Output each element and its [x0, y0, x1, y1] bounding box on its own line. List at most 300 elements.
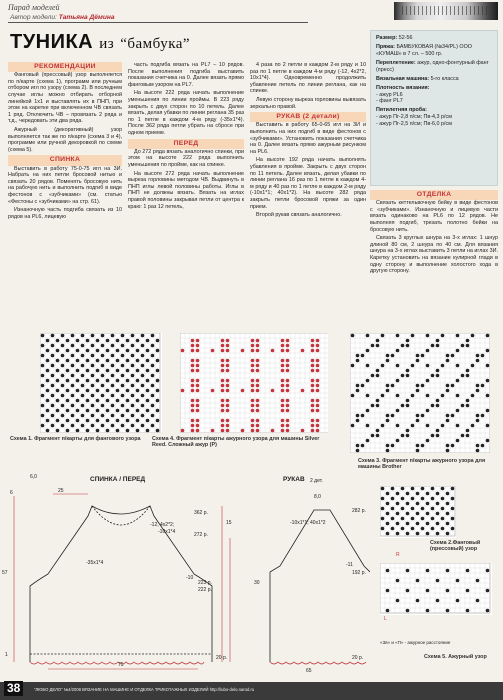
pered-heading: ПЕРЕД — [128, 139, 244, 149]
punch-hole — [256, 399, 260, 403]
punch-hole — [196, 339, 200, 343]
punch-hole — [156, 359, 160, 363]
punch-hole — [386, 384, 390, 388]
punch-hole — [211, 429, 215, 433]
punch-hole — [386, 449, 390, 453]
punch-hole — [86, 359, 90, 363]
punch-hole — [286, 379, 290, 383]
punch-hole — [196, 419, 200, 423]
punch-hole — [421, 527, 425, 531]
spec-yarn-value: БАМБУКОВАЯ (№34/PL) ООО «КУМАШ» в 7 сл. – 500 гр. — [376, 44, 472, 57]
punch-hole — [426, 364, 430, 368]
punch-hole — [426, 522, 430, 526]
punch-hole — [121, 364, 125, 368]
punch-hole — [421, 487, 425, 491]
punch-hole — [316, 389, 320, 393]
punch-hole — [366, 334, 370, 338]
punch-hole — [366, 364, 370, 368]
punch-hole — [61, 384, 65, 388]
punch-hole — [441, 334, 445, 338]
punch-hole — [86, 369, 90, 373]
scheme4-chart — [180, 333, 328, 433]
punch-hole — [71, 374, 75, 378]
punch-hole — [146, 339, 150, 343]
punch-hole — [151, 394, 155, 398]
punch-hole — [41, 424, 45, 428]
punch-hole — [391, 444, 395, 448]
punch-hole — [381, 334, 385, 338]
punch-hole — [241, 349, 245, 353]
label-1: 1 — [5, 652, 8, 658]
punch-hole — [406, 512, 410, 516]
punch-hole — [126, 389, 130, 393]
punch-hole — [46, 419, 50, 423]
punch-hole — [191, 364, 195, 368]
punch-hole — [81, 334, 85, 338]
punch-hole — [256, 409, 260, 413]
punch-hole — [106, 399, 110, 403]
punch-hole — [126, 359, 130, 363]
punch-hole — [416, 359, 420, 363]
punch-hole — [431, 517, 435, 521]
punch-hole — [91, 334, 95, 338]
punch-hole — [146, 349, 150, 353]
punch-hole — [446, 512, 450, 516]
punch-hole — [156, 349, 160, 353]
punch-hole — [426, 502, 430, 506]
punch-hole — [251, 364, 255, 368]
punch-hole — [446, 384, 450, 388]
punch-hole — [81, 354, 85, 358]
legend-note: «Зв» и «П» - ажурное расстояние — [380, 640, 451, 645]
spec-sample — [376, 107, 492, 127]
punch-hole — [271, 429, 275, 433]
punch-hole — [446, 359, 450, 363]
punch-hole — [386, 569, 390, 573]
punch-hole — [46, 379, 50, 383]
punch-hole — [251, 339, 255, 343]
punch-hole — [221, 404, 225, 408]
scheme2-r-label: R — [396, 552, 400, 558]
punch-hole — [191, 349, 195, 353]
punch-hole — [96, 419, 100, 423]
punch-hole — [421, 414, 425, 418]
punch-hole — [106, 349, 110, 353]
punch-hole — [446, 569, 450, 573]
label-222: 222 р. — [198, 587, 212, 593]
punch-hole — [226, 359, 230, 363]
punch-hole — [156, 339, 160, 343]
punch-hole — [396, 424, 400, 428]
punch-hole — [271, 349, 275, 353]
punch-hole — [386, 502, 390, 506]
punch-hole — [476, 359, 480, 363]
punch-hole — [61, 394, 65, 398]
punch-hole — [316, 409, 320, 413]
punch-hole — [56, 379, 60, 383]
punch-hole — [386, 419, 390, 423]
punch-hole — [146, 429, 150, 433]
punch-hole — [286, 349, 290, 353]
otdelka-heading: ОТДЕЛКА — [370, 190, 498, 200]
punch-hole — [416, 599, 420, 603]
punch-hole — [66, 369, 70, 373]
punch-hole — [426, 569, 430, 573]
punch-hole — [406, 369, 410, 373]
punch-hole — [476, 449, 480, 453]
punch-hole — [416, 444, 420, 448]
punch-hole — [426, 512, 430, 516]
punch-hole — [396, 502, 400, 506]
punch-hole — [191, 339, 195, 343]
punch-hole — [356, 359, 360, 363]
punch-hole — [436, 532, 440, 536]
punch-hole — [456, 334, 460, 338]
punch-hole — [111, 394, 115, 398]
punch-hole — [451, 497, 455, 501]
spec-sample-1: - ажур Пг-2,8 п/см; Пв-4,3 р/см — [376, 113, 452, 120]
punch-hole — [91, 354, 95, 358]
punch-hole — [316, 359, 320, 363]
punch-hole — [416, 414, 420, 418]
spec-machine-label: Вязальная машина: — [376, 75, 430, 82]
punch-hole — [121, 414, 125, 418]
punch-hole — [156, 419, 160, 423]
punch-hole — [281, 404, 285, 408]
punch-hole — [131, 414, 135, 418]
punch-hole — [281, 409, 285, 413]
punch-hole — [421, 354, 425, 358]
punch-hole — [431, 507, 435, 511]
punch-hole — [381, 527, 385, 531]
punch-hole — [141, 344, 145, 348]
punch-hole — [466, 374, 470, 378]
punch-hole — [431, 527, 435, 531]
spec-machine-value: 5-го класса — [430, 75, 459, 82]
punch-hole — [456, 409, 460, 413]
punch-hole — [386, 609, 390, 613]
punch-hole — [411, 517, 415, 521]
author-label: Автор модели: — [10, 14, 57, 21]
punch-hole — [51, 354, 55, 358]
punch-hole — [316, 344, 320, 348]
punch-hole — [111, 344, 115, 348]
punch-hole — [481, 354, 485, 358]
punch-hole — [156, 429, 160, 433]
punch-hole — [146, 399, 150, 403]
punch-hole — [316, 419, 320, 423]
punch-hole — [381, 394, 385, 398]
punch-hole — [116, 359, 120, 363]
punch-hole — [86, 379, 90, 383]
punch-hole — [446, 522, 450, 526]
punch-hole — [146, 369, 150, 373]
punch-hole — [311, 399, 315, 403]
spinka-p1: Выставить в работу 75-0-75 игл на 3И. Набрать на них петли бросовой нитью и связать 20 рядов. Поменять бросовую нить на рабочую нить и выполнить подгиб в виде фестонов с «зубчиками» (см. статью «Фестоны с «зубчиками» на стр. 61). — [8, 165, 122, 205]
punch-hole — [301, 349, 305, 353]
punch-hole — [81, 424, 85, 428]
punch-hole — [141, 354, 145, 358]
punch-hole — [316, 349, 320, 353]
punch-hole — [416, 449, 420, 453]
punch-hole — [56, 399, 60, 403]
punch-hole — [51, 374, 55, 378]
spec-density-2: - фанг PL7 — [376, 98, 403, 105]
punch-hole — [131, 394, 135, 398]
punch-hole — [416, 532, 420, 536]
punch-hole — [446, 354, 450, 358]
punch-hole — [416, 354, 420, 358]
punch-hole — [416, 522, 420, 526]
punch-hole — [136, 429, 140, 433]
punch-hole — [456, 349, 460, 353]
punch-hole — [66, 349, 70, 353]
punch-hole — [66, 379, 70, 383]
punch-hole — [221, 389, 225, 393]
punch-hole — [191, 344, 195, 348]
punch-hole — [401, 497, 405, 501]
punch-hole — [76, 389, 80, 393]
punch-hole — [251, 359, 255, 363]
punch-hole — [226, 429, 230, 433]
punch-hole — [471, 394, 475, 398]
punch-hole — [226, 339, 230, 343]
punch-hole — [221, 399, 225, 403]
punch-hole — [141, 394, 145, 398]
punch-hole — [96, 339, 100, 343]
punch-hole — [131, 334, 135, 338]
punch-hole — [401, 507, 405, 511]
punch-hole — [471, 424, 475, 428]
punch-hole — [211, 349, 215, 353]
punch-hole — [286, 409, 290, 413]
punch-hole — [356, 419, 360, 423]
punch-hole — [106, 409, 110, 413]
punch-hole — [466, 569, 470, 573]
punch-hole — [401, 374, 405, 378]
punch-hole — [396, 334, 400, 338]
punch-hole — [356, 449, 360, 453]
punch-hole — [226, 419, 230, 423]
punch-hole — [391, 517, 395, 521]
punch-hole — [126, 349, 130, 353]
punch-hole — [61, 344, 65, 348]
punch-hole — [71, 414, 75, 418]
punch-hole — [131, 404, 135, 408]
label-362: 362 р. — [194, 510, 208, 516]
punch-hole — [251, 399, 255, 403]
punch-hole — [71, 334, 75, 338]
punch-hole — [426, 349, 430, 353]
punch-hole — [66, 409, 70, 413]
punch-hole — [226, 384, 230, 388]
punch-hole — [141, 384, 145, 388]
punch-hole — [111, 354, 115, 358]
punch-hole — [401, 434, 405, 438]
punch-hole — [146, 419, 150, 423]
punch-hole — [286, 404, 290, 408]
punch-hole — [96, 389, 100, 393]
body-outline — [30, 506, 212, 662]
punch-hole — [66, 419, 70, 423]
punch-hole — [316, 379, 320, 383]
punch-hole — [476, 444, 480, 448]
punch-hole — [401, 527, 405, 531]
spec-weave — [376, 60, 492, 73]
punch-hole — [471, 334, 475, 338]
punch-hole — [486, 609, 490, 613]
punch-hole — [441, 364, 445, 368]
punch-hole — [41, 394, 45, 398]
punch-hole — [46, 359, 50, 363]
punch-hole — [426, 334, 430, 338]
punch-hole — [191, 419, 195, 423]
author-name: Татьяна Дёмина — [58, 14, 115, 21]
punch-hole — [256, 339, 260, 343]
punch-hole — [366, 424, 370, 428]
punch-hole — [81, 394, 85, 398]
punch-hole — [196, 369, 200, 373]
punch-hole — [286, 429, 290, 433]
punch-hole — [226, 424, 230, 428]
punch-hole — [146, 359, 150, 363]
punch-hole — [146, 389, 150, 393]
punch-hole — [91, 404, 95, 408]
punch-hole — [486, 439, 490, 443]
punch-hole — [91, 394, 95, 398]
punch-hole — [371, 404, 375, 408]
punch-hole — [311, 419, 315, 423]
scheme3-caption: Схема 3. Фрагмент п/карты ажурного узора для машины Brother — [358, 458, 486, 471]
punch-hole — [426, 532, 430, 536]
punch-hole — [191, 389, 195, 393]
punch-hole — [406, 399, 410, 403]
punch-hole — [481, 414, 485, 418]
punch-hole — [66, 389, 70, 393]
punch-hole — [191, 369, 195, 373]
punch-hole — [191, 429, 195, 433]
punch-hole — [131, 424, 135, 428]
punch-hole — [251, 344, 255, 348]
punch-hole — [386, 532, 390, 536]
punch-hole — [456, 424, 460, 428]
punch-hole — [61, 424, 65, 428]
punch-hole — [426, 394, 430, 398]
punch-hole — [441, 507, 445, 511]
punch-hole — [286, 389, 290, 393]
punch-hole — [386, 359, 390, 363]
punch-hole — [406, 429, 410, 433]
punch-hole — [416, 389, 420, 393]
specs-panel — [370, 30, 498, 186]
punch-hole — [446, 502, 450, 506]
spec-density-label: Плотность вязания: — [376, 84, 430, 91]
punch-hole — [386, 389, 390, 393]
punch-hole — [46, 409, 50, 413]
punch-hole — [111, 364, 115, 368]
punch-hole — [451, 517, 455, 521]
punch-hole — [396, 512, 400, 516]
neckline-front — [92, 506, 150, 525]
punch-hole — [76, 419, 80, 423]
punch-hole — [281, 359, 285, 363]
sleeve-label-282: 282 р. — [352, 508, 366, 514]
punch-hole — [486, 409, 490, 413]
punch-hole — [426, 379, 430, 383]
punch-hole — [316, 424, 320, 428]
punch-hole — [101, 394, 105, 398]
punch-hole — [196, 389, 200, 393]
punch-hole — [406, 404, 410, 408]
punch-hole — [461, 434, 465, 438]
column-2 — [128, 62, 244, 212]
punch-hole — [366, 349, 370, 353]
section-heading: Парад моделей — [8, 3, 60, 12]
punch-hole — [191, 359, 195, 363]
punch-hole — [256, 389, 260, 393]
punch-hole — [451, 354, 455, 358]
punch-hole — [486, 424, 490, 428]
punch-hole — [456, 379, 460, 383]
punch-hole — [111, 414, 115, 418]
column-1 — [8, 62, 122, 222]
punch-hole — [366, 439, 370, 443]
punch-hole — [456, 439, 460, 443]
punch-hole — [416, 502, 420, 506]
punch-hole — [361, 414, 365, 418]
punch-hole — [416, 492, 420, 496]
punch-hole — [251, 369, 255, 373]
punch-hole — [431, 344, 435, 348]
punch-hole — [151, 364, 155, 368]
punch-hole — [371, 374, 375, 378]
punch-hole — [351, 334, 355, 338]
punch-hole — [311, 429, 315, 433]
punch-hole — [71, 404, 75, 408]
punch-hole — [446, 589, 450, 593]
punch-hole — [466, 609, 470, 613]
punch-hole — [406, 609, 410, 613]
punch-hole — [416, 512, 420, 516]
punch-hole — [121, 394, 125, 398]
punch-hole — [131, 374, 135, 378]
punch-hole — [226, 379, 230, 383]
punch-hole — [221, 344, 225, 348]
punch-hole — [101, 364, 105, 368]
punch-hole — [66, 359, 70, 363]
punch-hole — [56, 389, 60, 393]
spinka-heading: СПИНКА — [8, 155, 122, 165]
pered-p1: До 272 ряда вязать аналогично спинки, при этом на высоте 222 ряда выполнить уменьшения по пройме, как на спинке. — [128, 148, 244, 168]
punch-hole — [391, 354, 395, 358]
punch-hole — [71, 424, 75, 428]
punch-hole — [76, 349, 80, 353]
punch-hole — [71, 354, 75, 358]
scheme5-caption: Схема 5. Ажурный узор — [424, 654, 487, 660]
otdelka-p2: Связать 3 круглых шнура на 3-х иглах: 1 шнур длиной 80 см, 2 шнура по 40 см. Для вязания шнура на 3-х иглах выставить 3 петли на иглах 3И. Каретку установить на вязание кулирной глади в одну сторону и выполнение холостого хода в другую сторону. — [370, 235, 498, 275]
punch-hole — [256, 364, 260, 368]
punch-hole — [101, 404, 105, 408]
punch-hole — [311, 384, 315, 388]
sleeve-label-30: 30 — [254, 580, 260, 586]
punch-hole — [116, 349, 120, 353]
punch-hole — [121, 344, 125, 348]
punch-hole — [81, 374, 85, 378]
punch-hole — [436, 344, 440, 348]
punch-hole — [311, 364, 315, 368]
punch-hole — [401, 404, 405, 408]
punch-hole — [71, 364, 75, 368]
